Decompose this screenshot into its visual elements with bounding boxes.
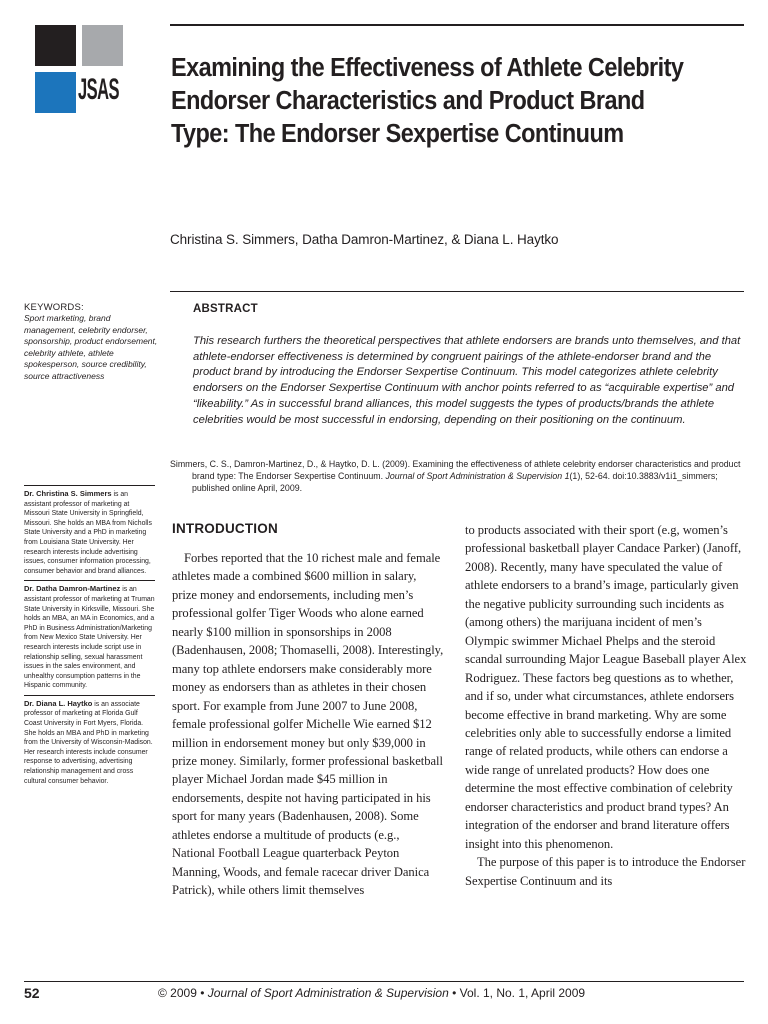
- bio-damron-martinez: [24, 584, 155, 691]
- bio-text: is an assistant professor of marketing at Truman State University in Kirksville, Missouri. She holds an MBA, an MA in Economics, and a PhD in Business Administration/Marketing from New Mexico State University. Her research interests include script use in relationship selling, sexual harassment issues in the sales environment, and unhealthy consumption patterns in the Hispanic community.: [24, 586, 155, 690]
- citation-journal: Journal of Sport Administration & Supervision 1: [385, 470, 570, 481]
- keywords-heading: KEYWORDS:: [24, 302, 84, 313]
- abstract-heading: ABSTRACT: [193, 303, 258, 315]
- bio-simmers: [24, 489, 155, 576]
- logo-square-blue: [35, 72, 76, 113]
- logo-square-gray: [82, 25, 123, 66]
- intro-paragraph-2: The purpose of this paper is to introduce the Endorser Sexpertise Continuum and its: [465, 855, 746, 888]
- introduction-heading: INTRODUCTION: [172, 521, 278, 536]
- citation-tail: (1), 52-64. doi:10.3883/v1i1_simmers; published online April, 2009.: [192, 470, 718, 493]
- logo-text: JSAS: [78, 73, 119, 106]
- bio-name: Dr. Christina S. Simmers: [24, 489, 112, 498]
- body-column-left: [172, 549, 444, 900]
- footer-copyright: © 2009 •: [158, 986, 208, 1000]
- bio-haytko: [24, 699, 155, 786]
- jsas-logo: [35, 25, 123, 117]
- bio-rule: [24, 580, 155, 581]
- author-bios: [24, 483, 155, 790]
- bio-rule: [24, 485, 155, 486]
- page-number: 52: [24, 985, 40, 1001]
- bio-name: Dr. Diana L. Haytko: [24, 698, 93, 708]
- logo-square-black: [35, 25, 76, 66]
- header-rule: [170, 24, 744, 26]
- authors: Christina S. Simmers, Datha Damron-Martinez, & Diana L. Haytko: [170, 232, 559, 247]
- footer-text: [158, 986, 758, 1000]
- intro-paragraph-1: Forbes reported that the 10 richest male and female athletes made a combined $600 million in salary, prize money and endorsements, including men’s professional golfer Tiger Woods who alone earned nearly $100 million in sponsorships in 2008 (Badenhausen, 2008; Thomaselli, 2008). Interestingly, many top athlete endorsers make considerably more money as endorsers than as athletes in their chosen sport. For example from June 2007 to June 2008, female professional golfer Michelle Wie earned $12 million in endorsement money but only $39,000 in prize money. Similarly, former professional basketball player Michael Jordan made $45 million in endorsements, despite not having participated in his sport for many years (Badenhausen, 2008). Some athletes endorse a multitude of products (e.g., National Football League quarterback Peyton Manning, Woods, and female racecar driver Danica Patrick), while others limit themselves: [172, 551, 444, 898]
- section-rule: [170, 291, 744, 292]
- footer-volume: • Vol. 1, No. 1, April 2009: [448, 986, 586, 1000]
- body-column-right: [465, 521, 748, 890]
- bio-text: is an assistant professor of marketing at Missouri State University in Springfield, Missouri. She holds an MBA from Nicholls State University and a PhD in marketing from Louisiana State University. Her research interests include advertising issues, consumer information processing, consumer behavior and brand alliances.: [24, 491, 152, 575]
- footer-journal: Journal of Sport Administration & Supervision: [207, 986, 449, 1000]
- intro-paragraph-1-continued: to products associated with their sport (e.g, women’s professional basketball player Candace Parker) (Janoff, 2008). Recently, many have speculated the value of athlete endorsers to a brand’s image, particularly given the negative publicity surrounding such incidents as (among others) the marijuana incident of men’s Olympic swimmer Michael Phelps and the steroid scandal surrounding Major League Baseball player Alex Rodriguez. These factors beg questions as to whether, and if so, under what circumstances, athlete endorsers become effective in brand marketing. Why are some celebrities only able to successfully endorse a limited range of related products, while others can endorse a wide range of unrelated products? How does one determine the most effective combination of celebrity endorser characteristics and product brand types? An integration of the endorser and brand literature offers insight into this phenomenon.: [465, 523, 747, 851]
- keywords-list: Sport marketing, brand management, celebrity endorser, sponsorship, product endorsement, celebrity athlete, athlete spokesperson, source credibility, source attractiveness: [24, 313, 158, 381]
- bio-rule: [24, 695, 155, 696]
- bio-name: Dr. Datha Damron-Martinez: [24, 584, 121, 594]
- abstract-text: This research furthers the theoretical perspectives that athlete endorsers are brands unto themselves, and that athlete-endorser effectiveness is determined by congruent pairings of the athlete-endorser brand and the product brand by introducing the Endorser Sexpertise Continuum. This model categorizes athlete celebrity endorsers on the Endorser Sexpertise Continuum with anchor points referred to as “acquirable expertise” and “likeability.” As in successful brand alliances, this model suggests the types of products/brands the athlete celebrities would be most successful in endorsing, depending on their positioning on the continuum.: [193, 335, 741, 426]
- citation-text: Simmers, C. S., Damron-Martinez, D., & Haytko, D. L. (2009). Examining the effectiveness of athlete celebrity endorser characteristics and product brand type: The Endorser Sexpertise Continuum.: [170, 459, 741, 481]
- citation: [170, 459, 744, 494]
- footer-rule: [24, 981, 744, 982]
- bio-text: is an associate professor of marketing at Florida Gulf Coast University in Fort Myers, Florida. She holds an MBA and PhD in marketing from the University of Wisconsin-Madison. Her research interests include consumer response to advertising, advertising relationship management and cross cultural consumer behavior.: [24, 700, 153, 785]
- article-title: Examining the Effectiveness of Athlete Celebrity Endorser Characteristics and Product Brand Type: The Endorser Sexpertise Continuum: [171, 54, 684, 148]
